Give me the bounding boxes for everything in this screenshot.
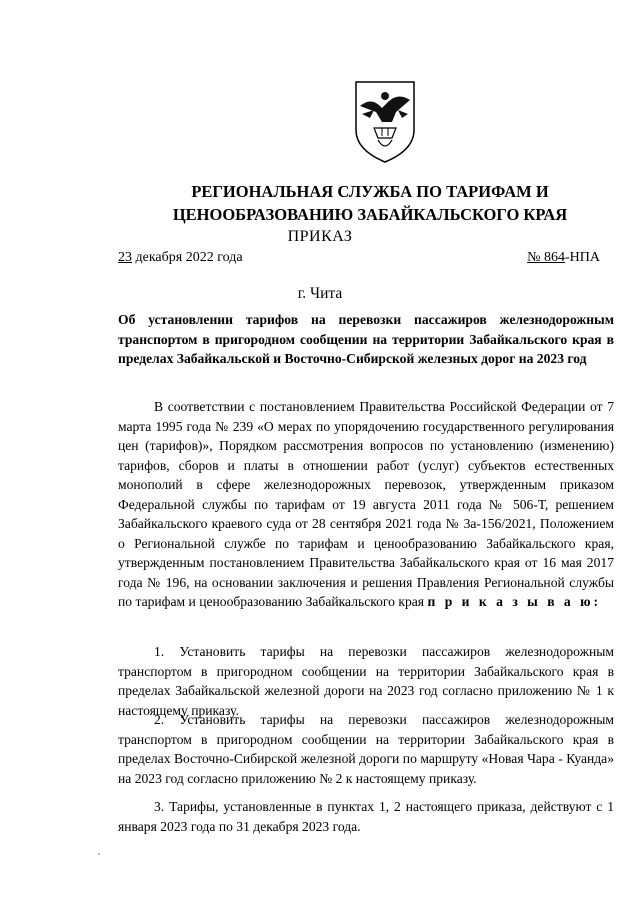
scan-speck: [98, 853, 100, 855]
order-date-rest: декабря 2022 года: [132, 250, 243, 265]
order-number-suffix: -НПА: [565, 250, 600, 265]
order-title: ПРИКАЗ: [287, 228, 353, 245]
item-2: 2. Установить тарифы на перевозки пассажиров железнодорожным транспортом в пригородном сообщении на территории Забайкальского края в пределах Восточно-Сибирской железной дороги по маршруту «Новая Чара - Куанда» на 2023 год согласно приложению № 2 к настоящему приказу.: [118, 712, 614, 786]
item-3: 3. Тарифы, установленные в пунктах 1, 2 настоящего приказа, действуют с 1 января 2023 года по 31 декабря 2023 года.: [118, 799, 614, 834]
order-date-day: 23: [118, 250, 132, 265]
city: г. Чита: [297, 285, 343, 302]
organization-line-2: ЦЕНООБРАЗОВАНИЮ ЗАБАЙКАЛЬСКОГО КРАЯ: [172, 205, 568, 224]
organization-name: [150, 180, 590, 226]
command-word: п р и к а з ы в а ю:: [427, 594, 602, 609]
preamble-text: В соответствии с постановлением Правительства Российской Федерации от 7 марта 1995 года № 239 «О мерах по упорядочению государственного регулирования цен (тарифов)», Порядком рассмотрения вопросов по установлению (изменению) тарифов, сборов и платы в отношении работ (услуг) субъектов естественных монополий в сфере железнодорожных перевозок, утвержденным приказом Федеральной службы по тарифам от 19 августа 2011 года № 506-Т, решением Забайкальского краевого суда от 28 сентября 2021 года № 3а-156/2021, Положением о Региональной службе по тарифам и ценообразованию Забайкальского края, утвержденным постановлением Правительства Забайкальского края от 16 мая 2017 года № 196, на основании заключения и решения Правления Региональной службы по тарифам и ценообразованию Забайкальского края: [118, 399, 614, 609]
coat-of-arms-emblem: [352, 78, 418, 164]
order-number: [527, 250, 600, 266]
preamble-paragraph: [118, 397, 614, 612]
order-date: [118, 250, 243, 266]
organization-line-1: РЕГИОНАЛЬНАЯ СЛУЖБА ПО ТАРИФАМ И: [191, 182, 549, 201]
item-1: 1. Установить тарифы на перевозки пассажиров железнодорожным транспортом в пригородном сообщении на территории Забайкальского края в пределах Забайкальской железной дороги на 2023 год согласно приложению № 1 к настоящему приказу.: [118, 644, 614, 718]
order-subject: Об установлении тарифов на перевозки пассажиров железнодорожным транспортом в пригородном сообщении на территории Забайкальского края в пределах Забайкальской и Восточно-Сибирской железных дорог на 2023 год: [118, 312, 614, 367]
order-number-value: 864: [544, 250, 565, 265]
order-number-prefix: №: [527, 250, 544, 265]
